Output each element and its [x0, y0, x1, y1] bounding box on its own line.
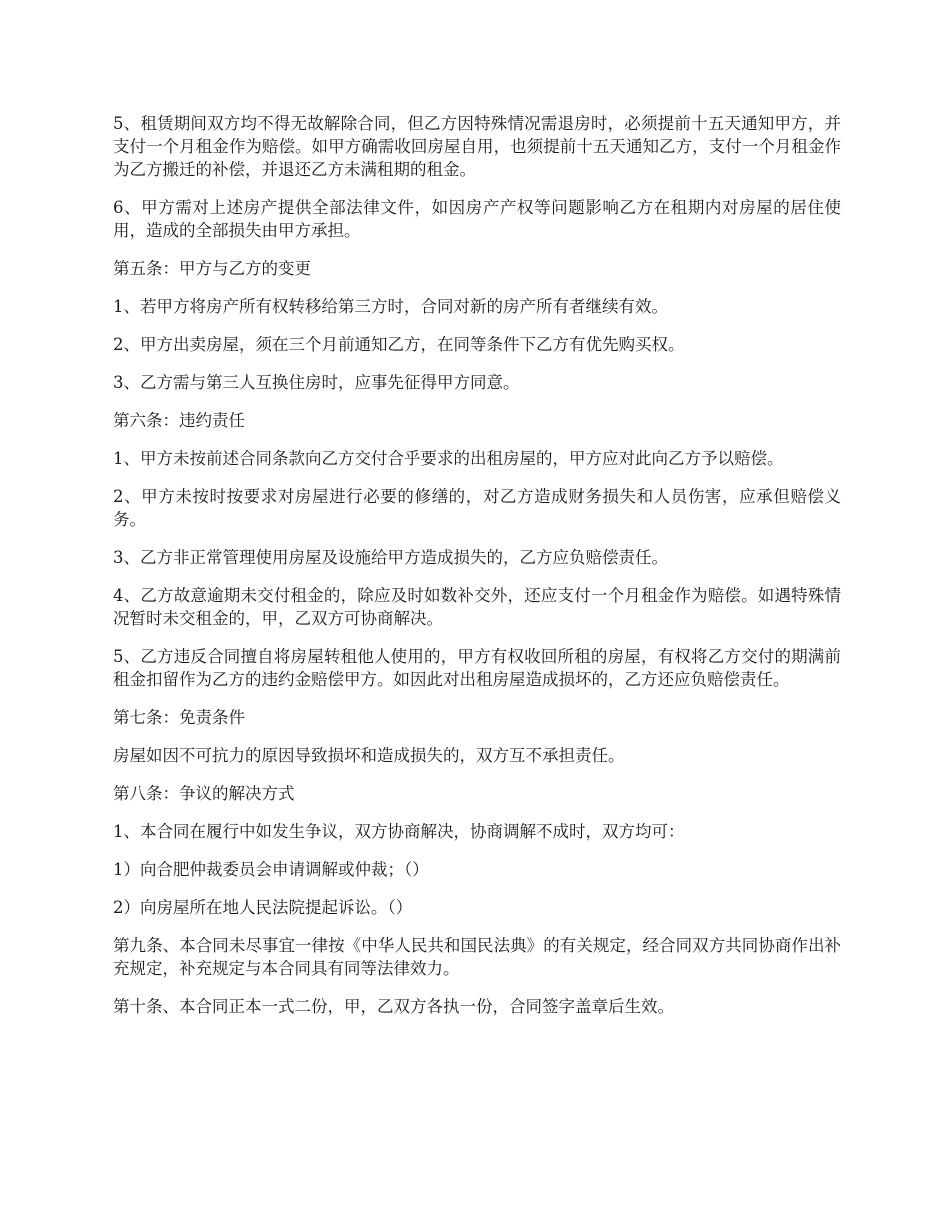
article-6-item-4: 4、乙方故意逾期未交付租金的，除应及时如数补交外，还应支付一个月租金作为赔偿。如遇特殊情况暂时未交租金的，甲，乙双方可协商解决。 [113, 586, 841, 628]
clause-5-early-termination: 5、租赁期间双方均不得无故解除合同，但乙方因特殊情况需退房时，必须提前十五天通知甲方，并支付一个月租金作为赔偿。如甲方确需收回房屋自用，也须提前十五天通知乙方，支付一个月租金作为乙方搬迁的补偿，并退还乙方未满租期的租金。 [113, 114, 841, 179]
article-9: 第九条、本合同未尽事宜一律按《中华人民共和国民法典》的有关规定，经合同双方共同协商作出补充规定，补充规定与本合同具有同等法律效力。 [113, 936, 841, 978]
article-8-item-1: 1、本合同在履行中如发生争议，双方协商解决，协商调解不成时，双方均可： [113, 822, 685, 841]
article-6-item-3: 3、乙方非正常管理使用房屋及设施给甲方造成损失的，乙方应负赔偿责任。 [113, 548, 668, 567]
article-8-option-1: 1）向合肥仲裁委员会申请调解或仲裁；（） [113, 860, 429, 879]
article-8-heading: 第八条：争议的解决方式 [113, 784, 295, 803]
article-5-heading: 第五条：甲方与乙方的变更 [113, 259, 311, 278]
article-5-item-1: 1、若甲方将房产所有权转移给第三方时，合同对新的房产所有者继续有效。 [113, 297, 668, 316]
article-6-item-2: 2、甲方未按时按要求对房屋进行必要的修缮的，对乙方造成财务损失和人员伤害，应承但赔偿义务。 [113, 487, 841, 529]
article-5-item-3: 3、乙方需与第三人互换住房时，应事先征得甲方同意。 [113, 373, 520, 392]
article-6-item-5: 5、乙方违反合同擅自将房屋转租他人使用的，甲方有权收回所租的房屋，有权将乙方交付的期满前租金扣留作为乙方的违约金赔偿甲方。如因此对出租房屋造成损坏的，乙方还应负赔偿责任。 [113, 647, 841, 689]
article-7-heading: 第七条：免责条件 [113, 708, 245, 727]
article-6-heading: 第六条：违约责任 [113, 411, 245, 430]
article-7-body: 房屋如因不可抗力的原因导致损坏和造成损失的，双方互不承担责任。 [113, 746, 625, 765]
article-6-item-1: 1、甲方未按前述合同条款向乙方交付合乎要求的出租房屋的，甲方应对此向乙方予以赔偿。 [113, 449, 784, 468]
article-8-option-2: 2）向房屋所在地人民法院提起诉讼。（） [113, 898, 413, 917]
article-10: 第十条、本合同正本一式二份，甲，乙双方各执一份，合同签字盖章后生效。 [113, 997, 674, 1016]
contract-page [113, 112, 841, 1033]
clause-6-legal-documents: 6、甲方需对上述房产提供全部法律文件，如因房产产权等问题影响乙方在租期内对房屋的居住使用，造成的全部损失由甲方承担。 [113, 198, 841, 240]
article-5-item-2: 2、甲方出卖房屋，须在三个月前通知乙方，在同等条件下乙方有优先购买权。 [113, 335, 685, 354]
